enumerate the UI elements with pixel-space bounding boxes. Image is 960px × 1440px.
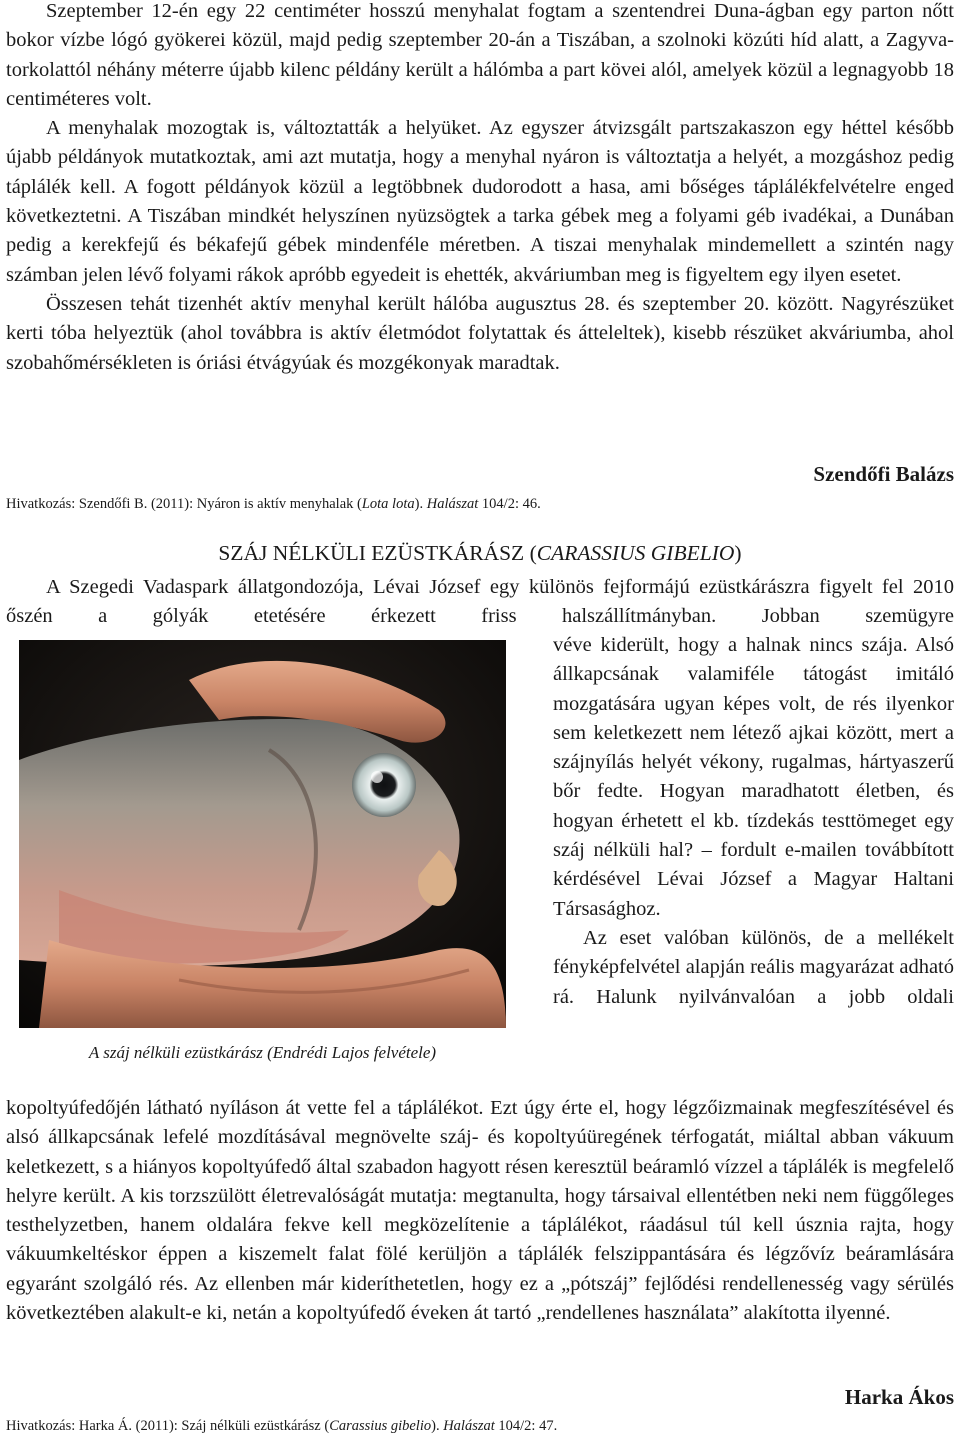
- article1-paragraph-1: Szeptember 12-én egy 22 centiméter hosszú menyhalat fogtam a szentendrei Duna-ágban egy parton nőtt bokor vízbe lógó gyökerei közül, majd pedig szeptember 20-án a Tiszában, a szolnoki közúti híd alatt, a Zagyva-torkolattól néhány méterre újabb kilenc példány került a hálómba a part kövei alól, amelyek közül a legnagyobb 18 centiméteres volt.: [6, 0, 954, 110]
- article1-paragraph-2: A menyhalak mozogtak is, változtatták a helyüket. Az egyszer átvizsgált partszakaszon egy héttel később újabb példányok mutatkoztak, ami azt mutatja, hogy a menyhal nyáron is változtatja a helyét, a mozgáshoz pedig táplálék kell. A fogott példányok közül a legtöbbnek dudorodott a hasa, ami bőséges táplálékfelvételre enged következtetni. A Tiszában mindkét helyszínen nyüzsögtek a tarka gébek meg a folyami géb ivadékai, a Dunában pedig a kerekfejű és békafejű gébek mindenféle méretben. A tiszai menyhalak mindemellett a szintén nagy számban jelen lévő folyami rákok apróbb egyedeit is ehették, akváriumban meg is figyeltem egy ilyen esetet.: [6, 117, 954, 286]
- article1-body: [6, 0, 954, 378]
- photo-caption: A száj nélküli ezüstkárász (Endrédi Lajos felvétele): [88, 1043, 437, 1062]
- article1-paragraph-3: Összesen tehát tizenhét aktív menyhal került hálóba augusztus 28. és szeptember 20. között. Nagyrészüket kerti tóba helyeztük (ahol továbbra is aktív életmódot folytattak és átteleltek), kisebb részüket akváriumba, ahol szobahőmérsékleten is óriási étvágyúak és mozgékonyak maradtak.: [6, 292, 954, 374]
- article2-intro-paragraph: A Szegedi Vadaspark állatgondozója, Lévai József egy különös fejformájú ezüstkárászra figyelt fel 2010 őszén a gólyák etetésére érkezett friss halszállítmányban. Jobban szemügyre: [6, 576, 954, 628]
- article1-author: Szendőfi Balázs: [813, 462, 954, 486]
- article2-side-column: [553, 631, 954, 1012]
- article2-column-part-2: Az eset valóban különös, de a mellékelt fényképfelvétel alapján reális magyarázat adható rá. Halunk nyilvánvalóan a jobb oldali: [553, 926, 954, 1008]
- article2-column-part-1: véve kiderült, hogy a halnak nincs szája. Alsó állkapcsának valamiféle tátogást imitáló mozgatására ugyan képes volt, de rés ilyenkor sem keletkezett nem létező ajkai között, mert a szájnyílás helyét vékony, rugalmas, hártyaszerű bőr fedte. Hogyan maradhatott életben, és hogyan érhetett el kb. tízdekás testtömeget egy száj nélküli hal? – fordult e-mailen továbbított kérdésével Lévai József a Magyar Haltani Társasághoz.: [553, 634, 954, 920]
- article2-reference: Hivatkozás: Harka Á. (2011): Száj nélküli ezüstkárász (Carassius gibelio). Halászat 104/2: 47.: [6, 1418, 558, 1434]
- article2-continuation: [6, 1094, 954, 1328]
- article2-title: SZÁJ NÉLKÜLI EZÜSTKÁRÁSZ (CARASSIUS GIBELIO): [218, 541, 742, 565]
- article2-author: Harka Ákos: [844, 1385, 954, 1409]
- article1-reference: Hivatkozás: Szendőfi B. (2011): Nyáron is aktív menyhalak (Lota lota). Halászat 104/2: 46.: [6, 496, 541, 512]
- article2-continuation-paragraph: kopoltyúfedőjén látható nyíláson át vette fel a táplálékot. Ezt úgy érte el, hogy légzőizmainak megfeszítésével és alsó állkapcsának lefelé mozdításával megnövelte száj- és kopoltyúüregének térfogatát, miáltal abban vákuum keletkezett, s a hiányos kopoltyúfedő által szabadon hagyott résen keresztül beáramló vízzel a táplálék is megfelelő helyre került. A kis torzszülött életrevalóságát mutatja: megtanulta, hogy társaival ellentétben neki nem függőleges testhelyzetben, hanem oldalára fekve kell megközelítenie a táplálékot, ráadásul túl kell úsznia rajta, hogy vákuumkeltéskor éppen a kiszemelt falat fölé kerüljön a táplálék felszippantására és légzővíz beáramlására egyaránt szolgáló rés. Az ellenben már kideríthetetlen, hogy ez a „pótszáj” fejlődési rendellenesség vagy sérülés következtében alakult-e ki, netán a kopoltyúfedő éveken át tartó „rendellenes használata” alakította ilyenné.: [6, 1097, 954, 1325]
- article2-intro: [6, 573, 954, 632]
- fish-in-hand-illustration: [19, 640, 506, 1028]
- fish-photo: [19, 640, 506, 1028]
